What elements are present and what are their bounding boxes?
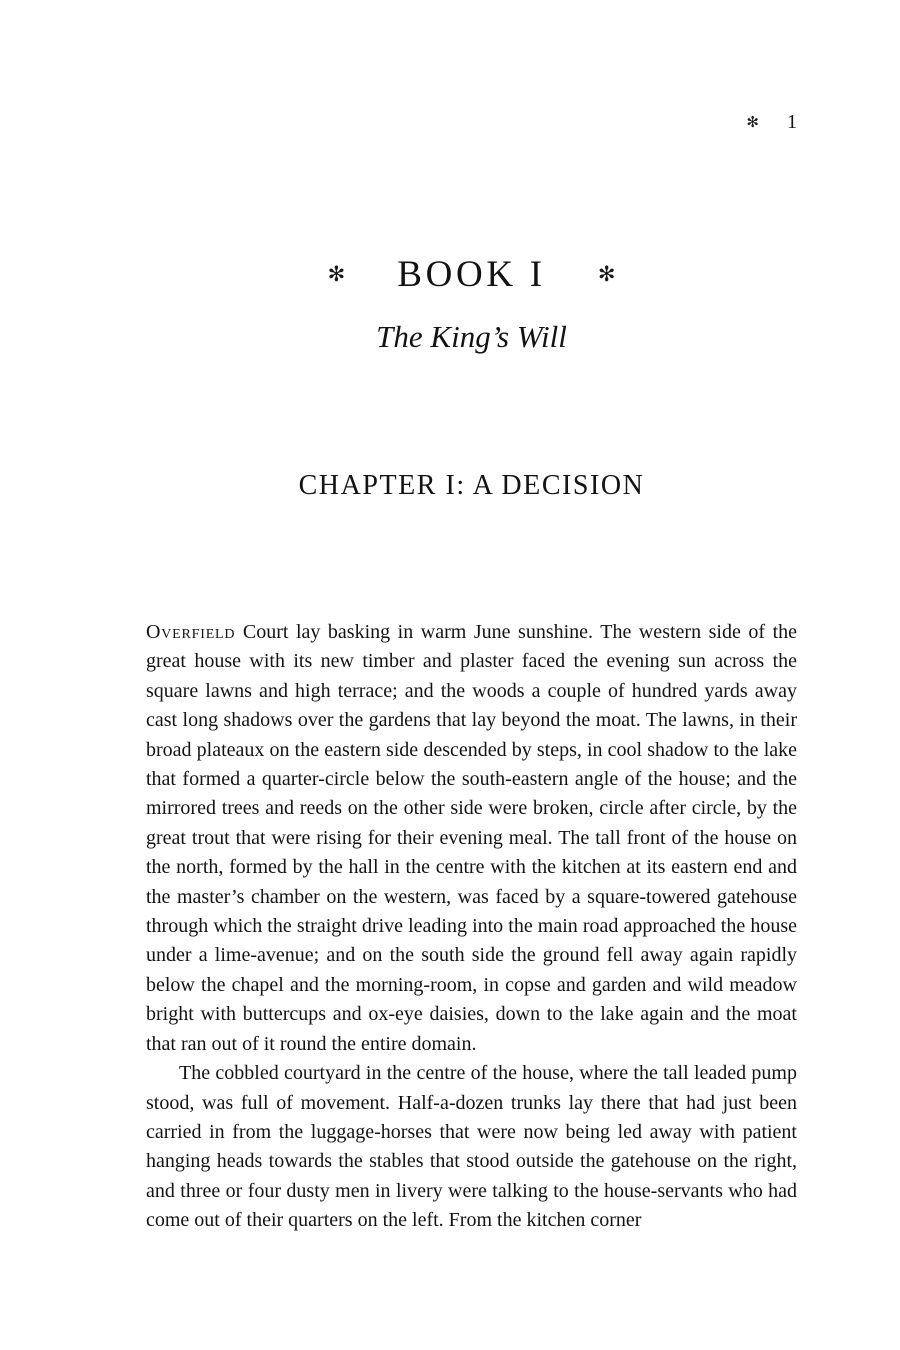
running-head bbox=[746, 112, 797, 132]
book-title-row bbox=[146, 256, 797, 293]
paragraph-lead: Overfield bbox=[146, 621, 236, 643]
paragraph-text: Court lay basking in warm June sunshine. The western side of the great house with its new timber and plaster faced the evening sun across the square lawns and high terrace; and the woods a couple of hundred yards away cast long shadows over the gardens that lay beyond the moat. The lawns, in their broad plateaux on the eastern side descended by steps, in cool shadow to the lake that formed a quarter-circle below the south-eastern angle of the house; and the mirrored trees and reeds on the other side were broken, circle after circle, by the great trout that were rising for their evening meal. The tall front of the house on the north, formed by the hall in the centre with the kitchen at its eastern end and the master’s chamber on the western, was faced by a square-towered gatehouse through which the straight drive leading into the main road approached the house under a lime-avenue; and on the south side the ground fell away again rapidly below the chapel and the morning-room, in copse and garden and wild meadow bright with buttercups and ox-eye daisies, down to the lake again and the moat that ran out of it round the entire domain. bbox=[146, 621, 797, 1055]
asterisk-ornament-icon: ✻ bbox=[327, 262, 346, 286]
page-number: 1 bbox=[787, 111, 797, 133]
book-subtitle: The King’s Will bbox=[376, 319, 567, 354]
paragraph bbox=[146, 1059, 797, 1235]
asterisk-ornament-icon: ✻ bbox=[597, 262, 616, 286]
body-text bbox=[146, 618, 797, 1236]
paragraph-text: The cobbled courtyard in the centre of the house, where the tall leaded pump stood, was full of movement. Half-a-dozen trunks lay there that had just been carried in from the luggage-horses that were now being led away with patient hanging heads towards the stables that stood outside the gatehouse on the right, and three or four dusty men in livery were talking to the house-servants who had come out of their quarters on the left. From the kitchen corner bbox=[146, 1062, 797, 1232]
book-title: BOOK I bbox=[397, 254, 546, 295]
paragraph bbox=[146, 618, 797, 1059]
chapter-heading: CHAPTER I: A DECISION bbox=[298, 470, 645, 501]
asterisk-ornament-icon: ✻ bbox=[746, 112, 759, 131]
